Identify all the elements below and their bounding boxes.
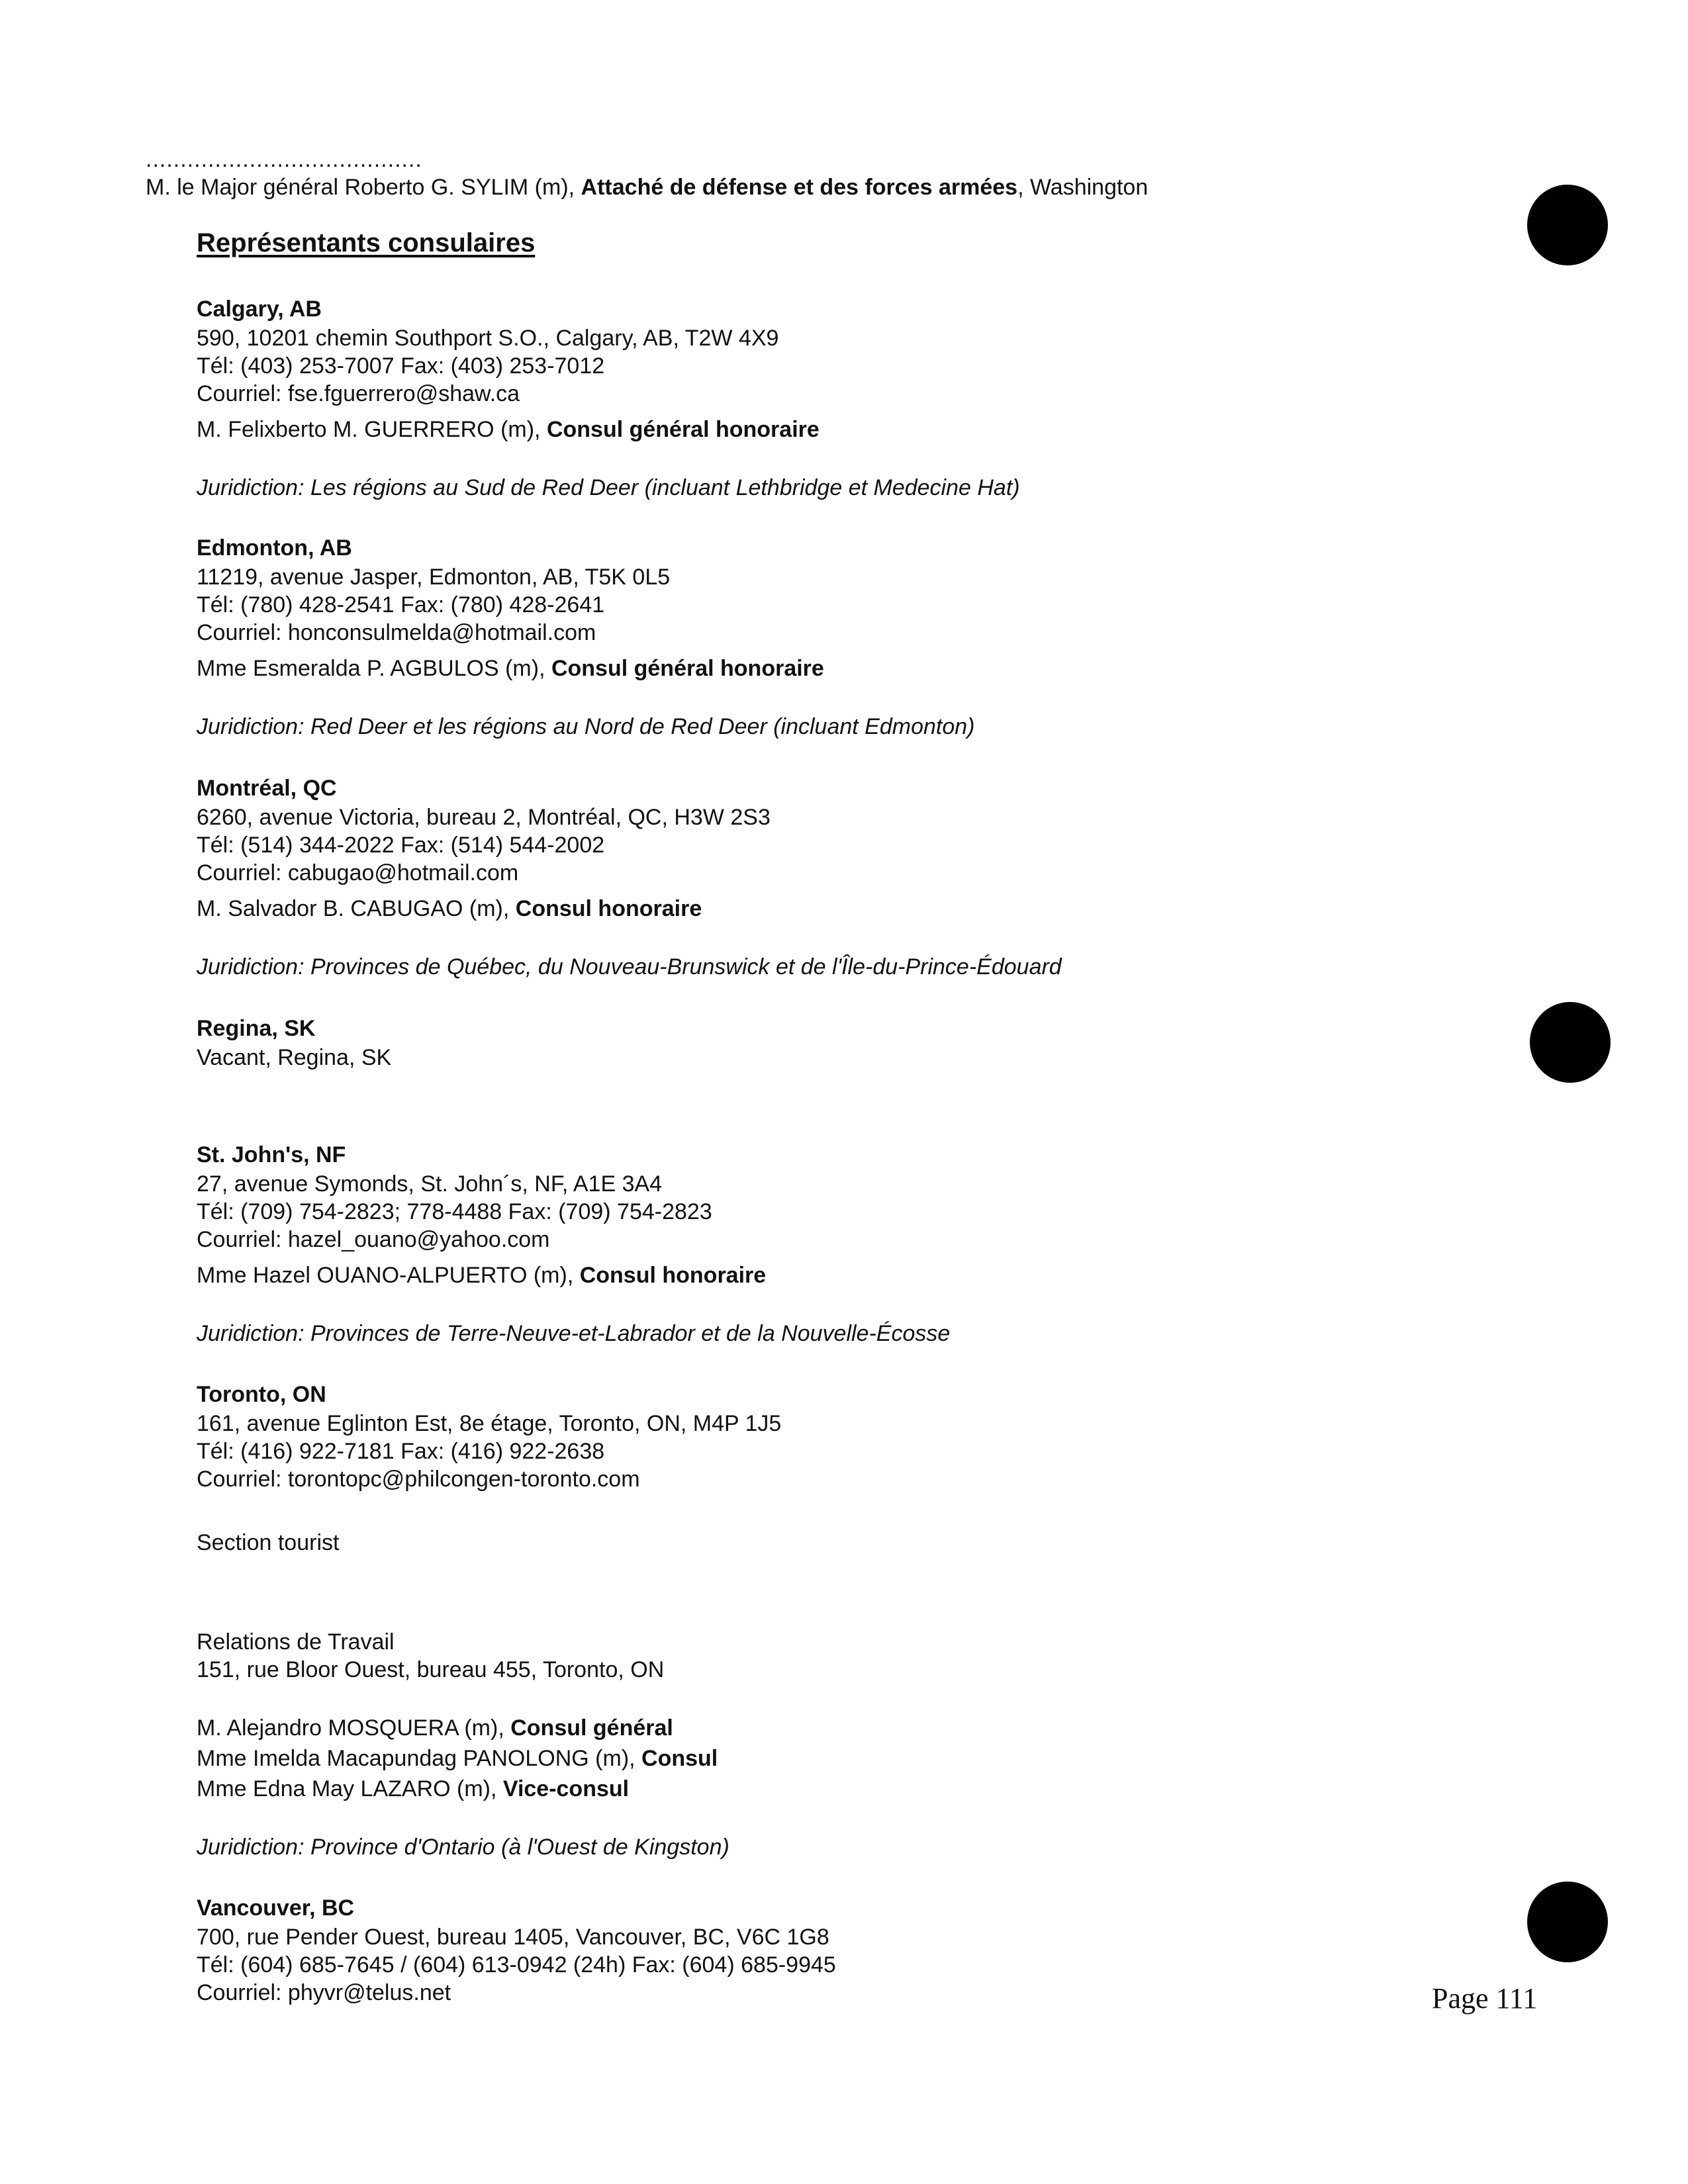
calgary-address: 590, 10201 chemin Southport S.O., Calgary, AB, T2W 4X9 <box>197 326 779 351</box>
edmonton-person <box>197 655 824 682</box>
edmonton-person-title: Consul général honoraire <box>551 656 824 681</box>
calgary-person-title: Consul général honoraire <box>546 417 820 442</box>
toronto-phone: Tél: (416) 922-7181 Fax: (416) 922-2638 <box>197 1439 605 1464</box>
staff-name: M. Alejandro MOSQUERA (m), <box>197 1715 511 1741</box>
vancouver-email: Courriel: phyvr@telus.net <box>197 1980 451 2005</box>
edmonton-person-name: Mme Esmeralda P. AGBULOS (m), <box>197 656 551 681</box>
vancouver-heading: Vancouver, BC <box>197 1895 355 1921</box>
staff-title: Vice-consul <box>502 1776 630 1801</box>
montreal-heading: Montréal, QC <box>197 776 337 801</box>
montreal-address: 6260, avenue Victoria, bureau 2, Montréal, QC, H3W 2S3 <box>197 805 771 830</box>
staff-title: Consul <box>641 1746 718 1771</box>
edmonton-email: Courriel: honconsulmelda@hotmail.com <box>197 620 596 645</box>
attache-city: , Washington <box>1017 175 1149 200</box>
edmonton-jurisdiction: Juridiction: Red Deer et les régions au Nord de Red Deer (incluant Edmonton) <box>197 714 975 739</box>
stjohns-address: 27, avenue Symonds, St. John´s, NF, A1E 3A4 <box>197 1171 663 1197</box>
staff-title: Consul général <box>510 1715 673 1741</box>
vancouver-address: 700, rue Pender Ouest, bureau 1405, Vancouver, BC, V6C 1G8 <box>197 1925 829 1950</box>
attache-line <box>146 173 1148 201</box>
attache-title: Attaché de défense et des forces armées <box>581 175 1018 200</box>
regina-address: Vacant, Regina, SK <box>197 1045 392 1070</box>
toronto-address: 161, avenue Eglinton Est, 8e étage, Toronto, ON, M4P 1J5 <box>197 1411 782 1436</box>
punch-hole-top <box>1527 185 1608 265</box>
calgary-email: Courriel: fse.fguerrero@shaw.ca <box>197 381 520 406</box>
punch-hole-middle <box>1530 1002 1611 1083</box>
staff-name: Mme Imelda Macapundag PANOLONG (m), <box>197 1746 642 1771</box>
punch-hole-bottom <box>1527 1882 1608 1962</box>
stjohns-person-name: Mme Hazel OUANO-ALPUERTO (m), <box>197 1263 580 1288</box>
toronto-staff-3 <box>197 1775 629 1803</box>
page-number: Page 111 <box>1432 1982 1538 2015</box>
vancouver-phone: Tél: (604) 685-7645 / (604) 613-0942 (24h) Fax: (604) 685-9945 <box>197 1952 836 1978</box>
montreal-person <box>197 895 702 923</box>
stjohns-person-title: Consul honoraire <box>579 1263 767 1288</box>
toronto-email: Courriel: torontopc@philcongen-toronto.com <box>197 1467 640 1492</box>
calgary-jurisdiction: Juridiction: Les régions au Sud de Red Deer (incluant Lethbridge et Medecine Hat) <box>197 475 1020 500</box>
dotted-separator: ........................................ <box>146 147 422 172</box>
stjohns-person <box>197 1261 766 1289</box>
montreal-email: Courriel: cabugao@hotmail.com <box>197 860 519 886</box>
edmonton-heading: Edmonton, AB <box>197 535 352 561</box>
toronto-staff-2 <box>197 1745 718 1772</box>
staff-name: Mme Edna May LAZARO (m), <box>197 1776 503 1801</box>
attache-name: M. le Major général Roberto G. SYLIM (m), <box>146 175 581 200</box>
toronto-jurisdiction: Juridiction: Province d'Ontario (à l'Ouest de Kingston) <box>197 1835 729 1860</box>
montreal-person-title: Consul honoraire <box>515 896 702 921</box>
montreal-jurisdiction: Juridiction: Provinces de Québec, du Nouveau-Brunswick et de l'Île-du-Prince-Édouard <box>197 954 1062 979</box>
regina-heading: Regina, SK <box>197 1016 316 1041</box>
calgary-person-name: M. Felixberto M. GUERRERO (m), <box>197 417 547 442</box>
toronto-labour-label: Relations de Travail <box>197 1629 395 1655</box>
toronto-section-tourist: Section tourist <box>197 1530 340 1555</box>
toronto-labour-address: 151, rue Bloor Ouest, bureau 455, Toronto, ON <box>197 1657 665 1682</box>
stjohns-jurisdiction: Juridiction: Provinces de Terre-Neuve-et-Labrador et de la Nouvelle-Écosse <box>197 1321 951 1346</box>
toronto-heading: Toronto, ON <box>197 1382 326 1407</box>
stjohns-email: Courriel: hazel_ouano@yahoo.com <box>197 1227 550 1252</box>
section-title: Représentants consulaires <box>197 228 536 257</box>
edmonton-address: 11219, avenue Jasper, Edmonton, AB, T5K 0L5 <box>197 565 671 590</box>
montreal-person-name: M. Salvador B. CABUGAO (m), <box>197 896 516 921</box>
stjohns-phone: Tél: (709) 754-2823; 778-4488 Fax: (709) 754-2823 <box>197 1199 712 1224</box>
edmonton-phone: Tél: (780) 428-2541 Fax: (780) 428-2641 <box>197 592 605 617</box>
calgary-heading: Calgary, AB <box>197 296 322 322</box>
toronto-staff-1 <box>197 1714 673 1742</box>
calgary-phone: Tél: (403) 253-7007 Fax: (403) 253-7012 <box>197 353 605 379</box>
calgary-person <box>197 416 820 443</box>
montreal-phone: Tél: (514) 344-2022 Fax: (514) 544-2002 <box>197 833 605 858</box>
stjohns-heading: St. John's, NF <box>197 1142 346 1167</box>
